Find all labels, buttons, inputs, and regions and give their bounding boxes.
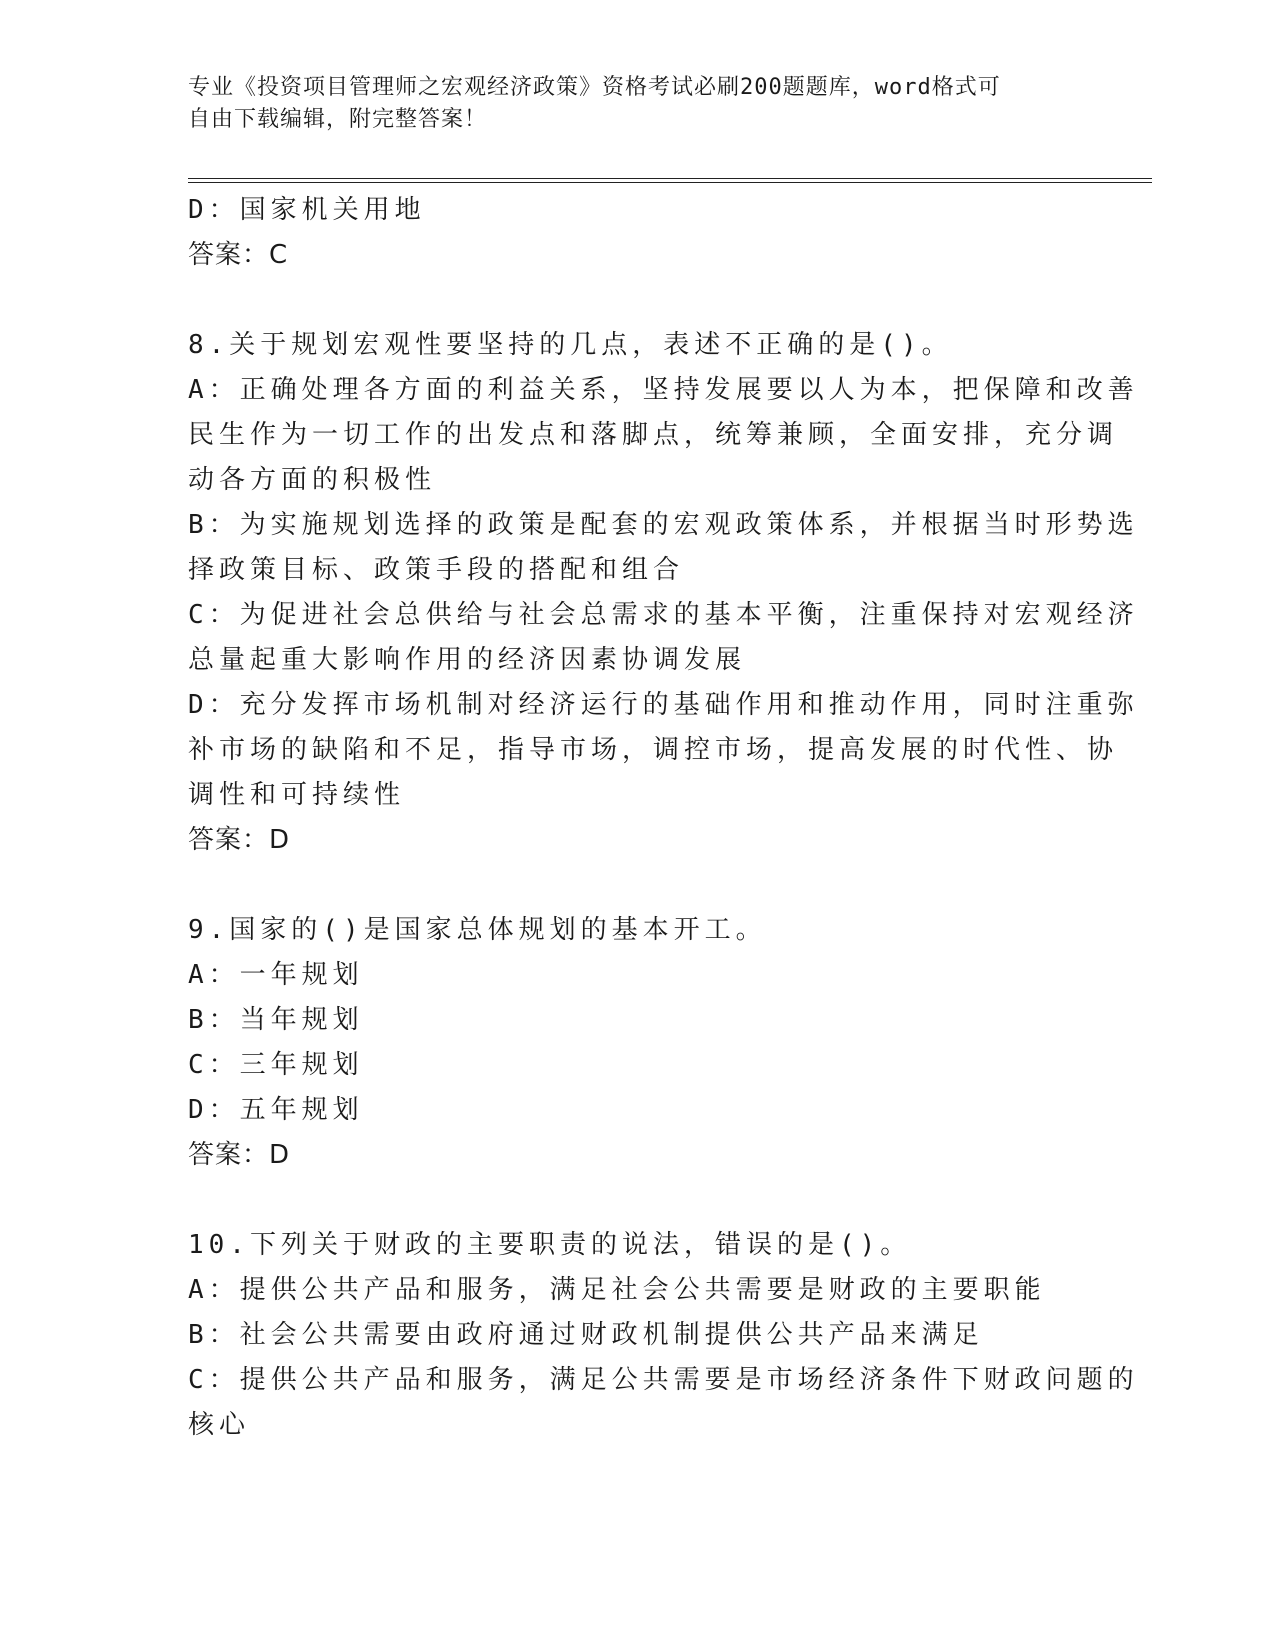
spacer <box>188 278 1078 323</box>
q8-answer: 答案：D <box>188 825 291 855</box>
q9-option-b: B：当年规划 <box>188 1005 364 1035</box>
q7-answer: 答案：C <box>188 240 289 270</box>
q8-option-a-line-1: A：正确处理各方面的利益关系，坚持发展要以人为本，把保障和改善 <box>188 375 1139 405</box>
q7-option-d: D：国家机关用地 <box>188 195 426 225</box>
spacer <box>188 863 1078 908</box>
q8-option-c-line-1: C：为促进社会总供给与社会总需求的基本平衡，注重保持对宏观经济 <box>188 600 1139 630</box>
q9-option-a: A：一年规划 <box>188 960 364 990</box>
spacer <box>188 1178 1078 1223</box>
q8-option-d-line-1: D：充分发挥市场机制对经济运行的基础作用和推动作用，同时注重弥 <box>188 690 1139 720</box>
document-body <box>188 188 1139 1448</box>
q10-option-a: A：提供公共产品和服务，满足社会公共需要是财政的主要职能 <box>188 1275 1046 1305</box>
header-line-2: 自由下载编辑，附完整答案！ <box>188 107 488 132</box>
q8-option-a-line-3: 动各方面的积极性 <box>188 465 437 495</box>
q8-option-b-line-2: 择政策目标、政策手段的搭配和组合 <box>188 555 685 585</box>
q8-question: 8.关于规划宏观性要坚持的几点，表述不正确的是()。 <box>188 330 953 360</box>
document-header <box>188 72 1068 136</box>
q9-option-d: D：五年规划 <box>188 1095 364 1125</box>
q9-question: 9.国家的()是国家总体规划的基本开工。 <box>188 915 767 945</box>
header-divider <box>188 178 1152 183</box>
q8-option-b-line-1: B：为实施规划选择的政策是配套的宏观政策体系，并根据当时形势选 <box>188 510 1139 540</box>
q10-option-b: B：社会公共需要由政府通过财政机制提供公共产品来满足 <box>188 1320 984 1350</box>
q9-answer: 答案：D <box>188 1140 291 1170</box>
q8-option-d-line-3: 调性和可持续性 <box>188 780 406 810</box>
q10-option-c-line-1: C：提供公共产品和服务，满足公共需要是市场经济条件下财政问题的 <box>188 1365 1139 1395</box>
q9-option-c: C：三年规划 <box>188 1050 364 1080</box>
q10-question: 10.下列关于财政的主要职责的说法，错误的是()。 <box>188 1230 912 1260</box>
q10-option-c-line-2: 核心 <box>188 1410 251 1440</box>
q8-option-a-line-2: 民生作为一切工作的出发点和落脚点，统筹兼顾，全面安排，充分调 <box>188 420 1119 450</box>
q8-option-c-line-2: 总量起重大影响作用的经济因素协调发展 <box>188 645 747 675</box>
q8-option-d-line-2: 补市场的缺陷和不足，指导市场，调控市场，提高发展的时代性、协 <box>188 735 1119 765</box>
header-line-1: 专业《投资项目管理师之宏观经济政策》资格考试必刷200题题库，word格式可 <box>188 75 1001 100</box>
